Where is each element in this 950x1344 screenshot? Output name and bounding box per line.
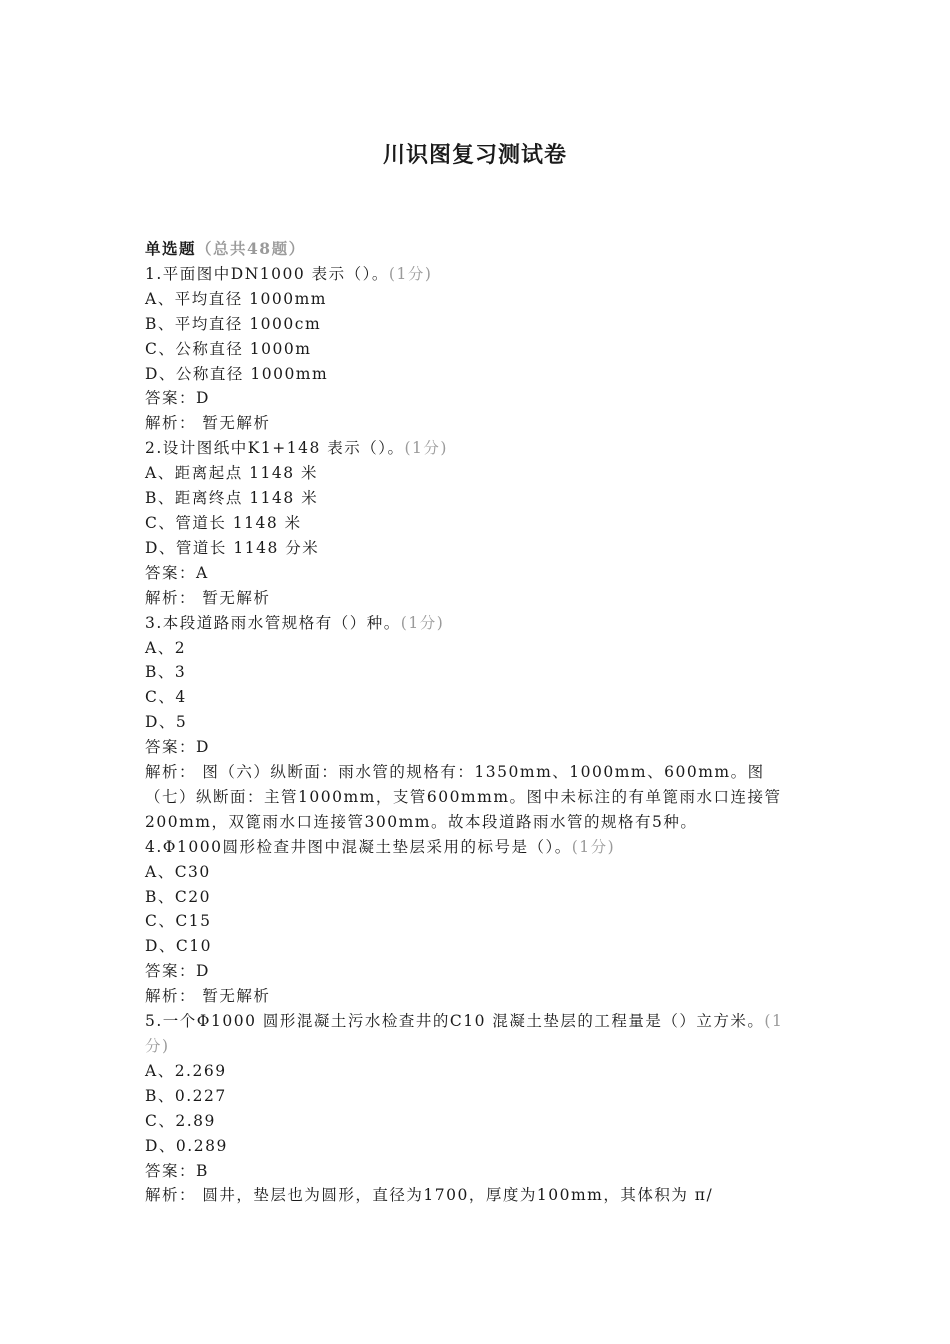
option-c: C、2.89 bbox=[145, 1111, 216, 1130]
question-stem: 3.本段道路雨水管规格有（）种。(1分) bbox=[145, 613, 445, 632]
section-name: 单选题 bbox=[145, 240, 197, 258]
answer: 答案：A bbox=[145, 563, 209, 582]
answer: 答案：D bbox=[145, 738, 210, 757]
question-score: (1分) bbox=[388, 264, 433, 283]
option-c: C、C15 bbox=[145, 912, 212, 931]
question-item bbox=[145, 262, 805, 436]
option-d: D、管道长 1148 分米 bbox=[145, 538, 320, 557]
option-b: B、距离终点 1148 米 bbox=[145, 489, 319, 508]
option-a: A、距离起点 1148 米 bbox=[145, 464, 318, 483]
option-b: B、C20 bbox=[145, 887, 211, 906]
analysis: 解析： 图（六）纵断面：雨水管的规格有：1350mm、1000mm、600mm。图（七）纵断面：主管1000mm，支管600mmm。图中未标注的有单篦雨水口连接管200mm，双篦雨水口连接管300mm。故本段道路雨水管的规格有5种。 bbox=[145, 763, 782, 831]
option-a: A、C30 bbox=[145, 862, 211, 881]
question-score: (1分) bbox=[145, 1012, 784, 1055]
option-c: C、管道长 1148 米 bbox=[145, 513, 302, 532]
question-item bbox=[145, 1009, 805, 1208]
question-list bbox=[145, 237, 805, 1208]
question-item bbox=[145, 835, 805, 1009]
analysis: 解析： 暂无解析 bbox=[145, 414, 271, 433]
question-item bbox=[145, 611, 805, 835]
analysis: 解析： 暂无解析 bbox=[145, 987, 271, 1006]
answer: 答案：D bbox=[145, 962, 210, 981]
option-a: A、平均直径 1000mm bbox=[145, 289, 327, 308]
question-item bbox=[145, 436, 805, 610]
option-c: C、4 bbox=[145, 688, 187, 707]
question-stem: 1.平面图中DN1000 表示（）。(1分) bbox=[145, 264, 433, 283]
option-b: B、3 bbox=[145, 663, 187, 682]
section-header bbox=[145, 237, 805, 262]
option-a: A、2.269 bbox=[145, 1061, 227, 1080]
option-b: B、平均直径 1000cm bbox=[145, 314, 322, 333]
question-stem: 4.Φ1000圆形检查井图中混凝土垫层采用的标号是（）。(1分) bbox=[145, 837, 616, 856]
option-d: D、C10 bbox=[145, 937, 213, 956]
answer: 答案：B bbox=[145, 1161, 209, 1180]
question-stem: 5.一个Φ1000 圆形混凝土污水检查井的C10 混凝土垫层的工程量是（）立方米。(1分) bbox=[145, 1012, 784, 1055]
question-score: (1分) bbox=[404, 439, 448, 458]
option-d: D、0.289 bbox=[145, 1136, 228, 1155]
analysis: 解析： 圆井，垫层也为圆形，直径为1700，厚度为100mm，其体积为 π/ bbox=[145, 1186, 714, 1205]
option-a: A、2 bbox=[145, 638, 187, 657]
option-c: C、公称直径 1000m bbox=[145, 339, 312, 358]
question-stem: 2.设计图纸中K1+148 表示（）。(1分) bbox=[145, 439, 448, 458]
option-b: B、0.227 bbox=[145, 1086, 227, 1105]
question-score: (1分) bbox=[400, 613, 445, 632]
analysis: 解析： 暂无解析 bbox=[145, 588, 271, 607]
option-d: D、公称直径 1000mm bbox=[145, 364, 329, 383]
document-title: 川识图复习测试卷 bbox=[382, 142, 567, 168]
option-d: D、5 bbox=[145, 713, 188, 732]
question-score: (1分) bbox=[571, 837, 616, 856]
section-count: （总共48题） bbox=[196, 239, 306, 258]
answer: 答案：D bbox=[145, 389, 210, 408]
